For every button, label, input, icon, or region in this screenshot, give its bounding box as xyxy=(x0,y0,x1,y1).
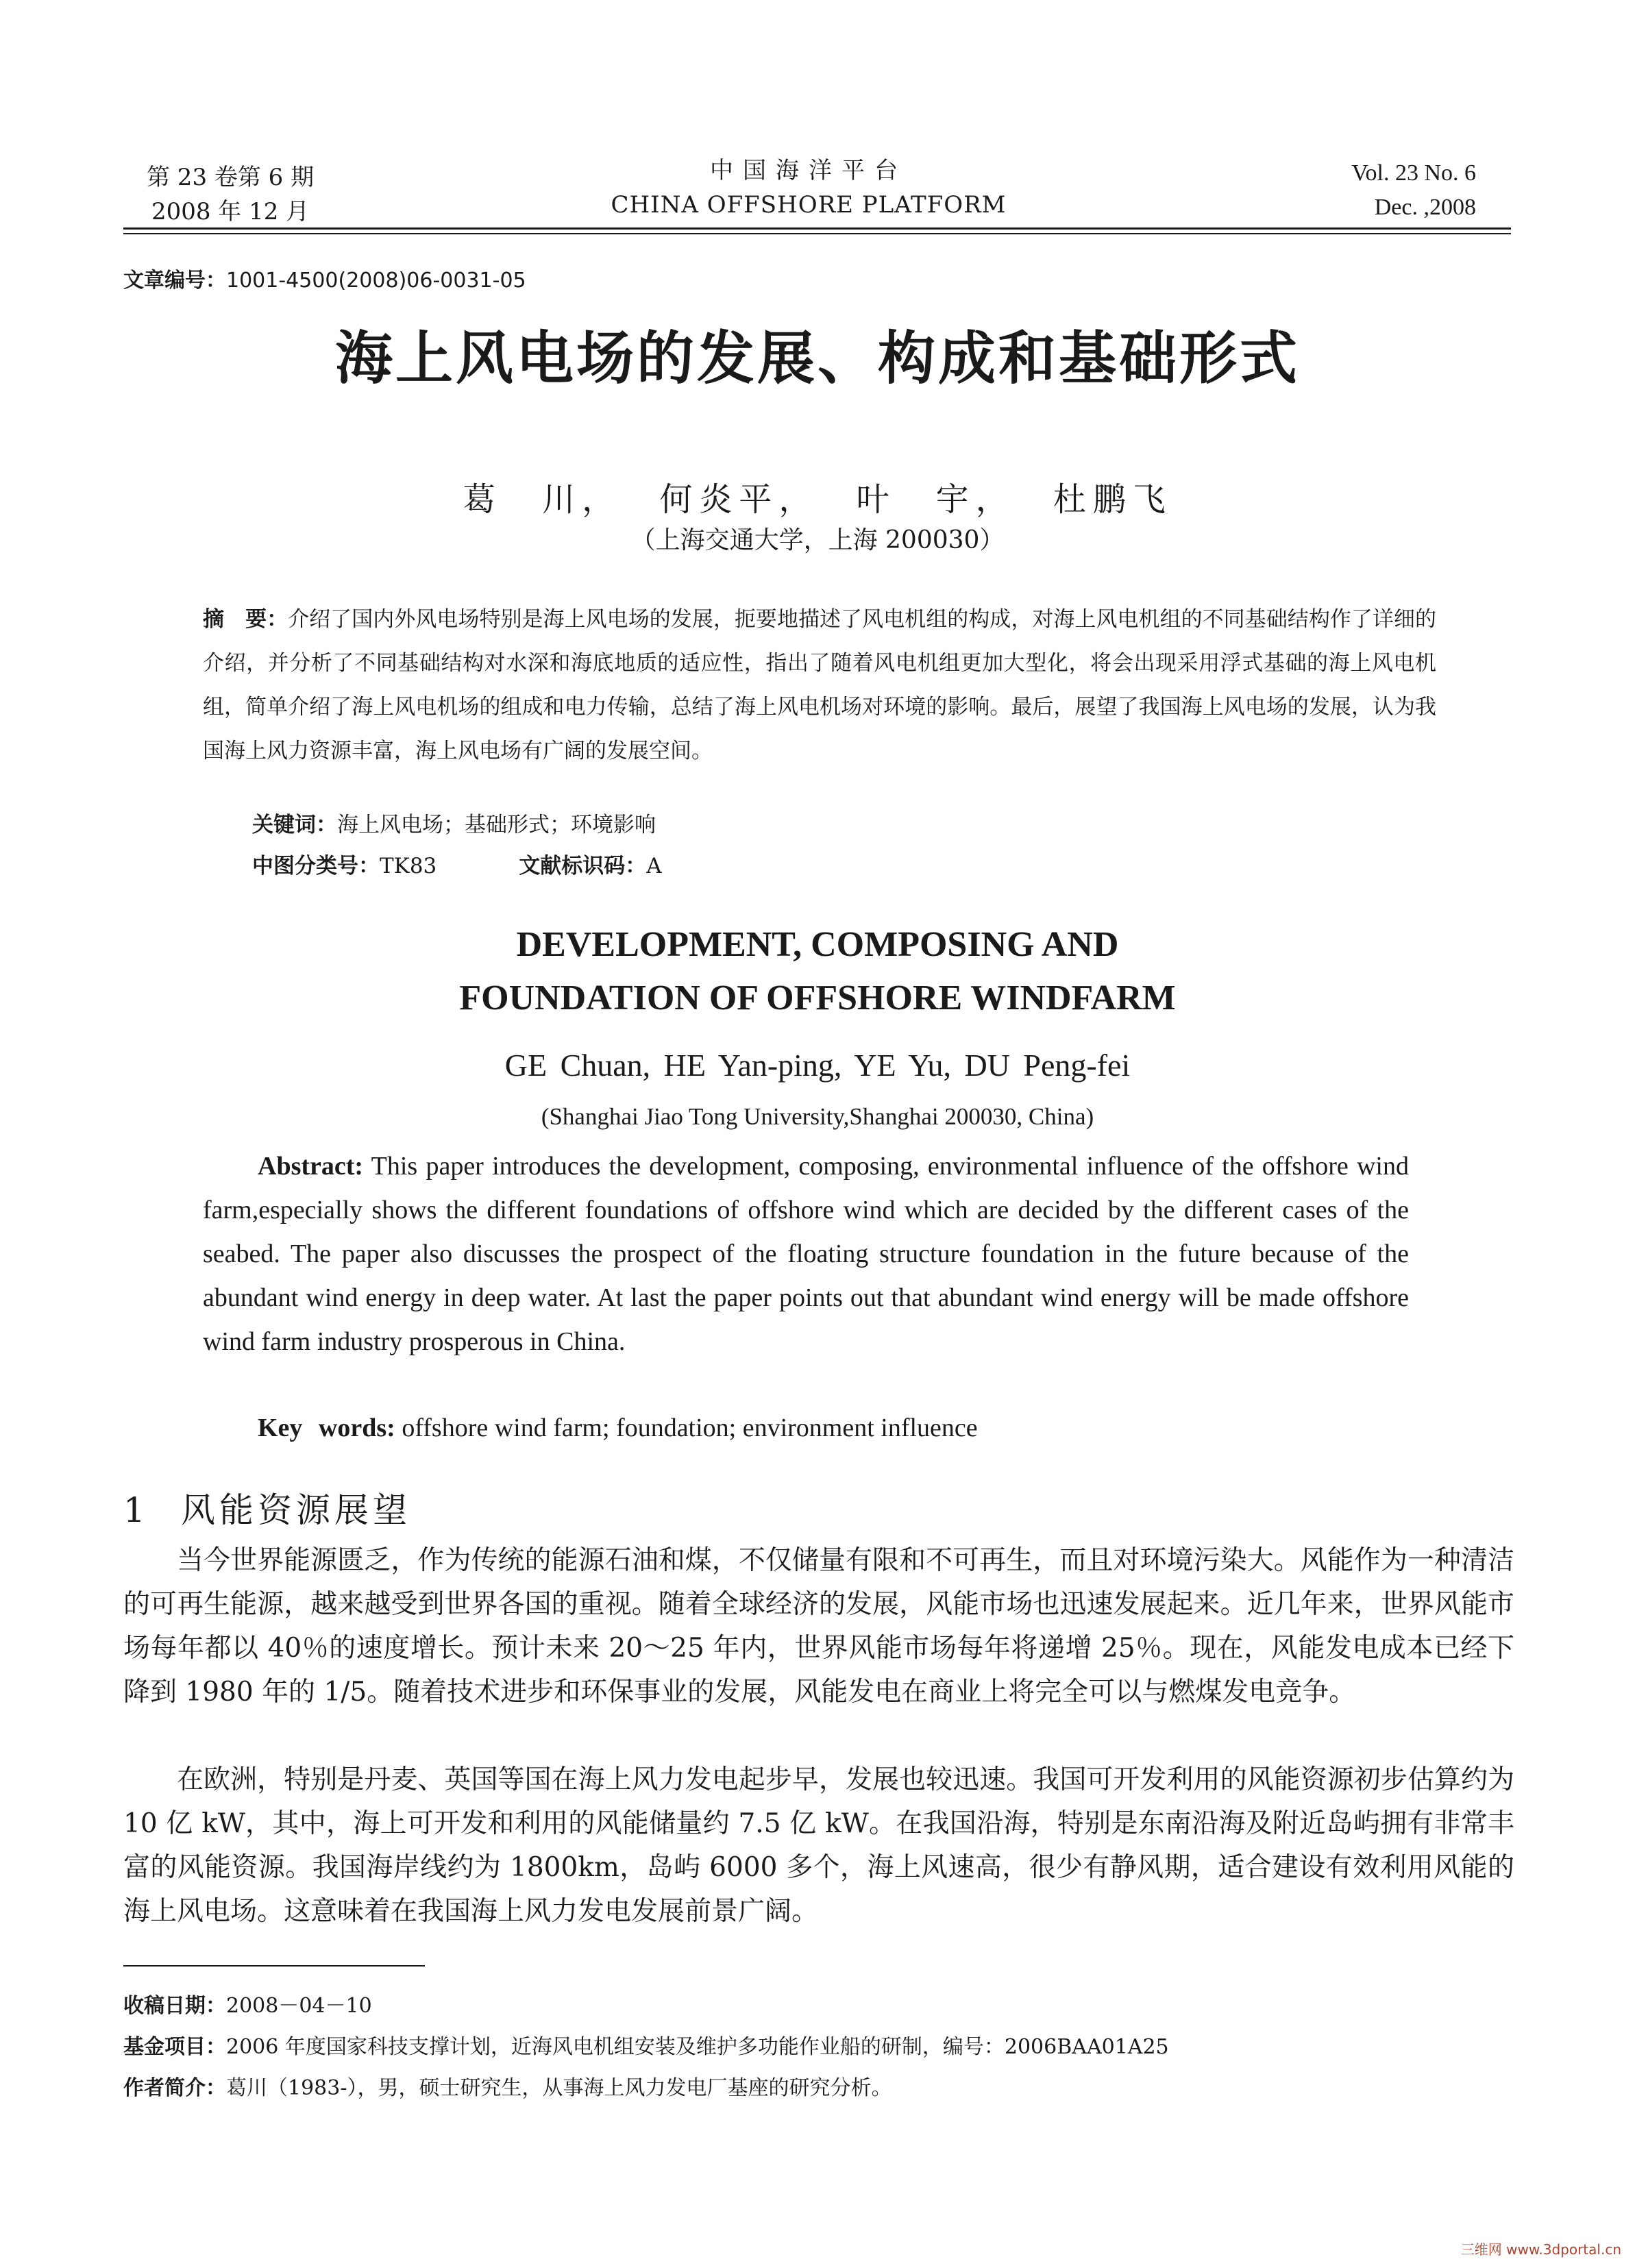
classification-cn xyxy=(252,848,662,879)
doc-code-value: A xyxy=(646,854,662,878)
clc-label: 中图分类号： xyxy=(252,854,380,878)
article-number-label: 文章编号： xyxy=(123,269,226,293)
keywords-en-text: offshore wind farm; foundation; environment influence xyxy=(402,1414,978,1442)
abstract-en xyxy=(203,1144,1409,1364)
section-heading xyxy=(123,1483,411,1532)
header-divider-thin xyxy=(123,233,1511,234)
authors-en: GE Chuan, HE Yan-ping, YE Yu, DU Peng-fei xyxy=(504,1048,1131,1083)
keywords-en-label: Key words: xyxy=(258,1414,395,1442)
issue-date-cn: 2008 年 12 月 xyxy=(151,198,310,225)
fund-value: 2006 年度国家科技支撑计划，近海风电机组安装及维护多功能作业船的研制，编号：2006BAA01A25 xyxy=(226,2035,1169,2059)
keywords-cn xyxy=(252,807,656,838)
footnote-author xyxy=(123,2071,892,2101)
issue-info-cn xyxy=(147,160,314,229)
abstract-cn-text: 介绍了国内外风电场特别是海上风电场的发展，扼要地描述了风电机组的构成，对海上风电机组的不同基础结构作了详细的介绍，并分析了不同基础结构对水深和海底地质的适应性，指出了随着风电机组更加大型化，将会出现采用浮式基础的海上风电机组，简单介绍了海上风电机场的组成和电力传输，总结了海上风电机场对环境的影响。最后，展望了我国海上风电场的发展，认为我国海上风力资源丰富，海上风电场有广阔的发展空间。 xyxy=(203,607,1436,763)
section-title: 风能资源展望 xyxy=(181,1490,411,1530)
keywords-en xyxy=(258,1413,978,1443)
clc-value: TK83 xyxy=(380,854,437,878)
keywords-cn-label: 关键词： xyxy=(252,813,337,837)
affiliation-en: (Shanghai Jiao Tong University,Shanghai 200030, China) xyxy=(541,1103,1094,1130)
title-en xyxy=(0,918,1635,1025)
author-bio-value: 葛川（1983-），男，硕士研究生，从事海上风力发电厂基座的研究分析。 xyxy=(226,2076,892,2100)
section-number: 1 xyxy=(123,1490,145,1530)
footnote-fund xyxy=(123,2030,1169,2060)
footnote-received xyxy=(123,1988,372,2019)
volume-en: Vol. 23 No. 6 xyxy=(1351,160,1476,186)
body-paragraph: 在欧洲，特别是丹麦、英国等国在海上风力发电起步早，发展也较迅速。我国可开发利用的风能资源初步估算约为 10 亿 kW，其中，海上可开发和利用的风能储量约 7.5 亿 kW。在我国沿海，特别是东南沿海及附近岛屿拥有非常丰富的风能资源。我国海岸线约为 1800km，岛屿 6000 多个，海上风速高，很少有静风期，适合建设有效利用风能的海上风电场。这意味着在我国海上风力发电发展前景广阔。 xyxy=(123,1764,1514,1927)
affiliation-cn: （上海交通大学，上海 200030） xyxy=(630,526,1005,554)
journal-name-en: CHINA OFFSHORE PLATFORM xyxy=(611,191,1007,219)
watermark: 三维网 www.3dportal.cn xyxy=(1460,2241,1621,2258)
article-number-value: 1001-4500(2008)06-0031-05 xyxy=(226,269,526,293)
journal-name xyxy=(534,153,1083,222)
header-divider xyxy=(123,227,1511,230)
received-label: 收稿日期： xyxy=(123,1994,226,2018)
author-bio-label: 作者简介： xyxy=(123,2076,226,2100)
footnote-divider xyxy=(123,1965,425,1967)
body-paragraph: 当今世界能源匮乏，作为传统的能源石油和煤，不仅储量有限和不可再生，而且对环境污染大。风能作为一种清洁的可再生能源，越来越受到世界各国的重视。随着全球经济的发展，风能市场也迅速发展起来。近几年来，世界风能市场每年都以 40％的速度增长。预计未来 20～25 年内，世界风能市场每年将递增 25％。现在，风能发电成本已经下降到 1980 年的 1/5。随着技术进步和环保事业的发展，风能发电在商业上将完全可以与燃煤发电竞争。 xyxy=(123,1545,1514,1708)
keywords-cn-text: 海上风电场；基础形式；环境影响 xyxy=(337,813,656,837)
doc-code-label: 文献标识码： xyxy=(519,854,647,878)
abstract-cn-label: 摘 要： xyxy=(203,607,288,632)
title-cn: 海上风电场的发展、构成和基础形式 xyxy=(334,325,1300,392)
article-number xyxy=(123,263,526,293)
authors-cn: 葛 川， 何炎平， 叶 宇， 杜鹏飞 xyxy=(463,480,1172,519)
fund-label: 基金项目： xyxy=(123,2035,226,2059)
issue-number-cn: 第 23 卷第 6 期 xyxy=(147,164,315,191)
issue-info-en xyxy=(1351,156,1476,225)
date-en: Dec. ,2008 xyxy=(1374,195,1476,220)
abstract-en-label: Abstract: xyxy=(258,1152,364,1181)
abstract-en-text: This paper introduces the development, composing, environmental influence of the offshore wind farm,especially shows the different foundations of offshore wind which are decided by the different cases of the seabed. The paper also discusses the prospect of the floating structure foundation in the future because of the abundant wind energy in deep water. At last the paper points out that abundant wind energy will be made offshore wind farm industry prosperous in China. xyxy=(203,1152,1409,1356)
received-value: 2008－04－10 xyxy=(226,1994,372,2018)
journal-name-cn: 中国海洋平台 xyxy=(710,157,907,184)
title-en-line1: DEVELOPMENT, COMPOSING AND xyxy=(516,925,1119,964)
abstract-cn xyxy=(203,597,1436,773)
title-en-line2: FOUNDATION OF OFFSHORE WINDFARM xyxy=(459,978,1176,1018)
